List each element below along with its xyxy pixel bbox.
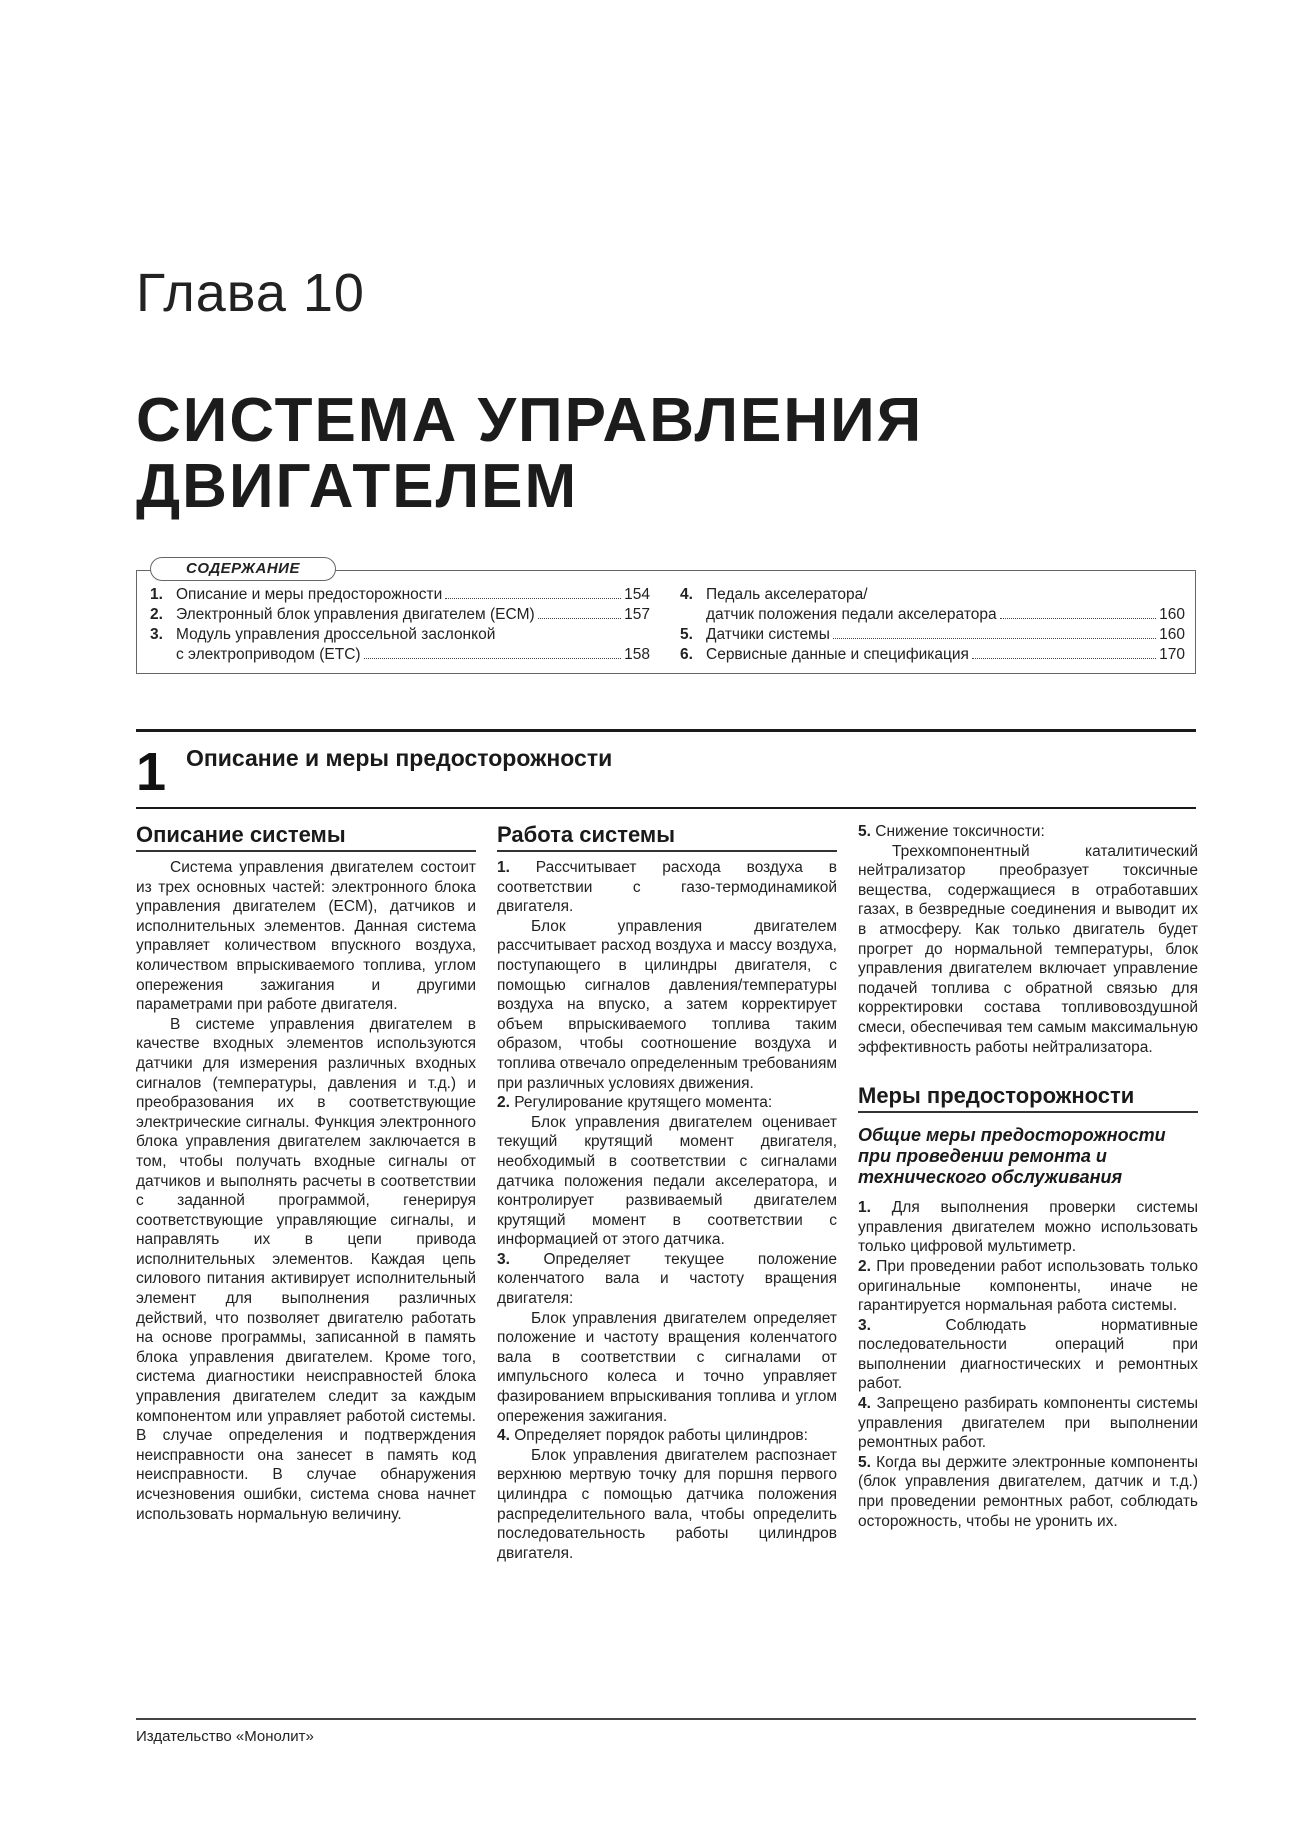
- toc-item-text: датчик положения педали акселератора: [706, 606, 997, 623]
- paragraph: Блок управления двигателем оценивает текущий крутящий момент двигателя, необходимый в соответствии с сигналами датчика положения педали акселератора, и контролирует развиваемый двигателем крутящий момент в соответствии с информацией от этого датчика.: [497, 1113, 837, 1249]
- toc-item-page: 158: [624, 646, 650, 663]
- toc-leader: [1000, 618, 1157, 619]
- heading-system-description: Описание системы: [136, 822, 476, 852]
- list-item-number: 5.: [858, 823, 871, 840]
- list-item-text: Определяет порядок работы цилиндров:: [514, 1427, 808, 1445]
- section-title: Описание и меры предосторожности: [186, 745, 613, 771]
- section-rule-top: [136, 729, 1196, 732]
- list-item: [497, 1426, 837, 1446]
- toc-item-text: Датчики системы: [706, 626, 830, 643]
- toc-item-number: 4.: [680, 586, 693, 603]
- list-item-text: Определяет текущее положение коленчатого вала и частоту вращения двигателя:: [497, 1250, 837, 1308]
- toc-item-text: Электронный блок управления двигателем (ECM): [176, 606, 535, 623]
- toc-leader: [538, 618, 621, 619]
- toc-item-text: с электроприводом (ETC): [176, 646, 361, 663]
- heading-system-operation: Работа системы: [497, 822, 837, 852]
- toc-leader: [833, 638, 1156, 639]
- list-item-number: 5.: [858, 1453, 871, 1471]
- paragraph: Трехкомпонентный каталитический нейтрализатор преобразует токсичные вещества, содержащиеся в отработавших газах, в безвредные соединения и выводит их в атмосферу. Как только двигатель будет прогрет до нормальной температуры, блок управления двигателем включает управление подачей топлива с обратной связью для корректировки состава топливовоздушной смеси, обеспечивая тем самым максимальную эффективность работы нейтрализатора.: [858, 842, 1198, 1056]
- list-item-text: Соблюдать нормативные последовательности операций при выполнении диагностических и ремонтных работ.: [858, 1316, 1198, 1393]
- toc-item-page: 154: [624, 586, 650, 603]
- toc-item-continuation[interactable]: [150, 645, 650, 665]
- list-item-number: 2.: [858, 1257, 871, 1275]
- toc-leader: [972, 658, 1156, 659]
- toc-leader: [445, 598, 621, 599]
- section-rule-bottom: [136, 807, 1196, 809]
- paragraph: Блок управления двигателем распознает верхнюю мертвую точку для поршня первого цилиндра с помощью датчика положения распределительного вала, чтобы определить последовательность работы цилиндров двигателя.: [497, 1446, 837, 1562]
- list-item-number: 1.: [497, 859, 510, 876]
- list-item-text: Рассчитывает расхода воздуха в соответствии с газо-термодинамикой двигателя.: [497, 859, 837, 916]
- list-item: [858, 822, 1198, 842]
- list-item-number: 1.: [858, 1199, 871, 1217]
- list-item: [497, 858, 837, 917]
- toc-item-number: 2.: [150, 606, 163, 623]
- paragraph: Блок управления двигателем рассчитывает расход воздуха и массу воздуха, поступающего в цилиндры двигателя, с помощью сигналов давления/температуры воздуха на впуско, а затем корректирует объем впрыскиваемого топлива таким образом, чтобы соотношение воздуха и топлива отвечало определенным требованиям при различных условиях движения.: [497, 917, 837, 1092]
- toc-item-text: Сервисные данные и спецификация: [706, 646, 969, 663]
- list-item-text: При проведении работ использовать только оригинальные компоненты, иначе не гарантируется нормальная работа системы.: [858, 1257, 1198, 1315]
- column-3: [858, 822, 1198, 1531]
- toc-item[interactable]: [680, 645, 1185, 665]
- chapter-title-line1: СИСТЕМА УПРАВЛЕНИЯ: [136, 386, 924, 455]
- footer-publisher: Издательство «Монолит»: [136, 1728, 314, 1745]
- chapter-label: Глава 10: [136, 263, 365, 323]
- toc-leader: [364, 658, 622, 659]
- paragraph: В системе управления двигателем в качестве входных элементов используются датчики для измерения различных входных сигналов (температуры, давления и т.д.) и преобразования их в соответствующие электрические сигналы. Функция электронного блока управления двигателем заключается в том, чтобы получать входные сигналы от датчиков и выполнять расчеты в соответствии с заданной программой, генерируя соответствующие управляющие сигналы, и направлять их в цепи привода исполнительных элементов. Каждая цепь силового питания активирует исполнительный элемент для выполнения различных действий, что позволяет двигателю работать на основе программы, записанной в память блока управления двигателем. Кроме того, система диагностики неисправностей блока управления двигателем следит за каждым компонентом или управляет работой системы. В случае определения и подтверждения неисправности она занесет в память код неисправности. В случае обнаружения исчезновения ошибки, система снова начнет использовать нормальную величину.: [136, 1015, 476, 1523]
- toc-item-page: 160: [1159, 606, 1185, 623]
- heading-precautions: Меры предосторожности: [858, 1083, 1198, 1113]
- list-item: [858, 1453, 1198, 1531]
- column-2: [497, 822, 837, 1563]
- toc-item-number: 6.: [680, 646, 693, 663]
- list-item: [858, 1198, 1198, 1257]
- subheading-general-precautions: Общие меры предосторожности при проведении ремонта и технического обслуживания: [858, 1125, 1166, 1188]
- toc-item-number: 1.: [150, 586, 163, 603]
- chapter-title: [136, 388, 1196, 520]
- toc-item[interactable]: [680, 585, 1185, 605]
- list-item-text: Регулирование крутящего момента:: [514, 1094, 773, 1112]
- list-item-text: Снижение токсичности:: [875, 823, 1045, 840]
- toc-item-text: Описание и меры предосторожности: [176, 586, 443, 603]
- column-1: [136, 822, 476, 1524]
- toc-item[interactable]: [150, 605, 650, 625]
- list-item-number: 3.: [858, 1316, 871, 1334]
- list-item-number: 3.: [497, 1250, 510, 1268]
- toc-right-column: [680, 585, 1185, 665]
- list-item-text: Запрещено разбирать компоненты системы управления двигателем при выполнении ремонтных работ.: [858, 1395, 1198, 1452]
- toc-item-number: 5.: [680, 626, 693, 643]
- chapter-title-line2: ДВИГАТЕЛЕМ: [136, 452, 579, 521]
- toc-item-text-line1: Педаль акселератора/: [706, 586, 868, 603]
- list-item-text: Для выполнения проверки системы управления двигателем можно использовать только цифровой мультиметр.: [858, 1199, 1198, 1256]
- paragraph: Блок управления двигателем определяет положение и частоту вращения коленчатого вала в соответствии с сигналами от импульсного колеса и точно управляет фазированием впрыскивания топлива и углом опережения зажигания.: [497, 1309, 837, 1425]
- list-item: [497, 1250, 837, 1309]
- toc-item-page: 170: [1159, 646, 1185, 663]
- footer-rule: [136, 1718, 1196, 1720]
- list-item: [497, 1093, 837, 1113]
- toc-label: СОДЕРЖАНИЕ: [150, 557, 336, 581]
- toc-item[interactable]: [680, 625, 1185, 645]
- toc-item-page: 157: [624, 606, 650, 623]
- list-item: [858, 1394, 1198, 1453]
- toc-item[interactable]: [150, 585, 650, 605]
- toc-item-number: 3.: [150, 626, 163, 643]
- list-item-number: 2.: [497, 1094, 510, 1112]
- paragraph: Система управления двигателем состоит из трех основных частей: электронного блока управления двигателем (ECM), датчиков и исполнительных элементов. Данная система управляет количеством впускного воздуха, количеством впрыскиваемого топлива, углом опережения зажигания и другими параметрами при работе двигателя.: [136, 859, 476, 1014]
- list-item-text: Когда вы держите электронные компоненты (блок управления двигателем, датчик и т.д.) при проведении ремонтных работ, соблюдать осторожность, чтобы не уронить их.: [858, 1453, 1198, 1530]
- toc-item-page: 160: [1159, 626, 1185, 643]
- toc-left-column: [150, 585, 650, 665]
- toc-item-continuation[interactable]: [680, 605, 1185, 625]
- spacer: [858, 1057, 1198, 1083]
- section-number: 1: [136, 742, 167, 802]
- toc-item-text-line1: Модуль управления дроссельной заслонкой: [176, 626, 496, 643]
- list-item: [858, 1257, 1198, 1316]
- list-item-number: 4.: [497, 1427, 510, 1445]
- toc-item[interactable]: [150, 625, 650, 645]
- list-item: [858, 1316, 1198, 1394]
- list-item-number: 4.: [858, 1395, 871, 1413]
